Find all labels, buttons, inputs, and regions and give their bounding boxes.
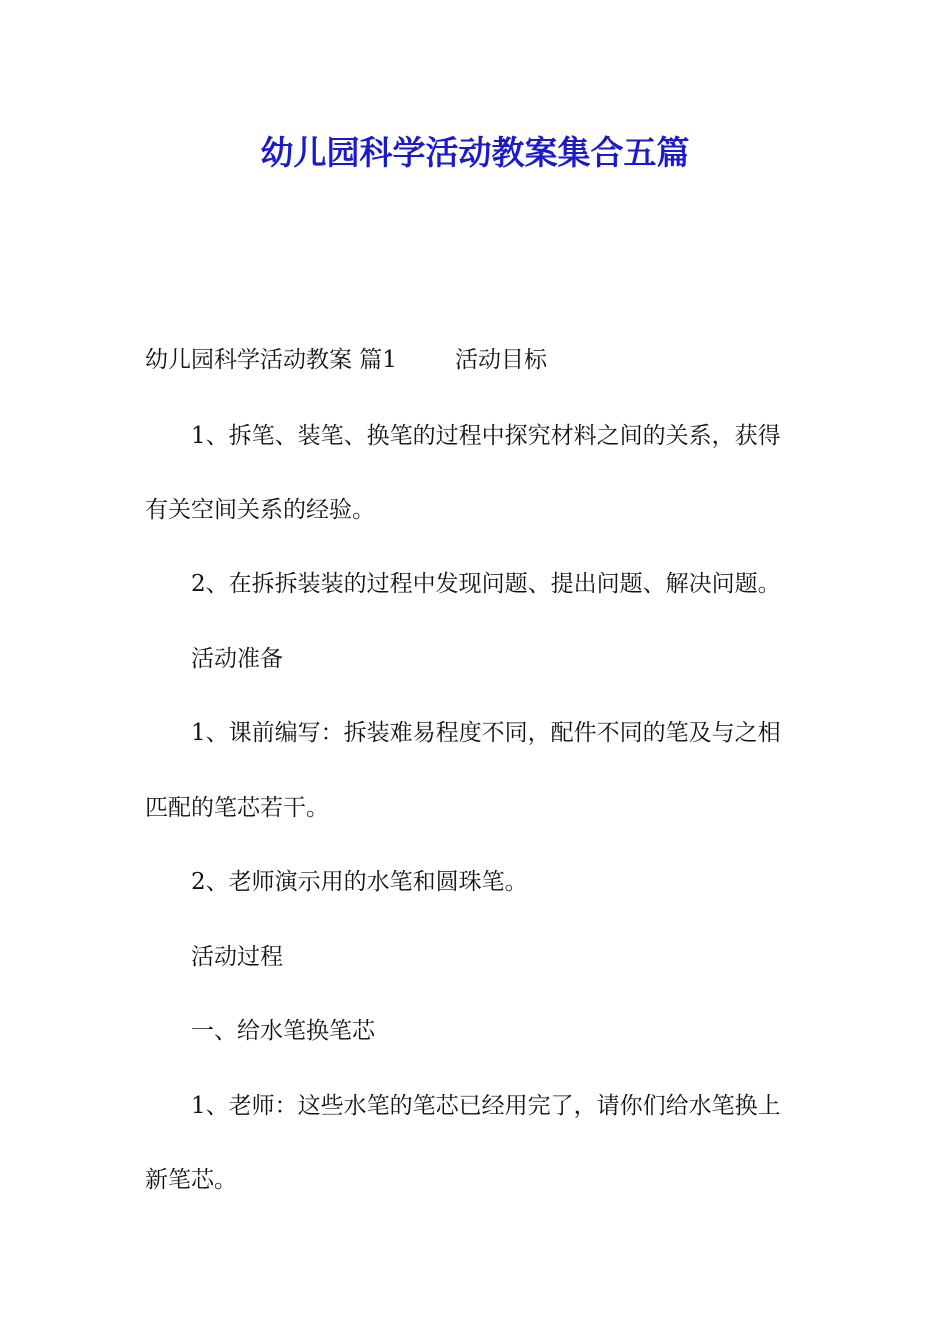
section-subheading: 活动目标 (454, 347, 547, 373)
paragraph-line: 匹配的笔芯若干。 (145, 795, 329, 821)
paragraph-line: 1、课前编写：拆装难易程度不同，配件不同的笔及与之相 (191, 720, 781, 746)
paragraph-line: 1、拆笔、装笔、换笔的过程中探究材料之间的关系，获得 (191, 423, 781, 449)
document-title: 幼儿园科学活动教案集合五篇 (260, 133, 690, 172)
step-heading: 一、给水笔换笔芯 (191, 1018, 375, 1044)
paragraph-line: 新笔芯。 (145, 1167, 237, 1193)
paragraph-line: 2、在拆拆装装的过程中发现问题、提出问题、解决问题。 (191, 571, 781, 597)
section-heading: 幼儿园科学活动教案 篇1 (145, 347, 397, 373)
subsection-heading: 活动准备 (191, 646, 283, 672)
paragraph-line: 有关空间关系的经验。 (145, 497, 375, 523)
paragraph-line: 2、老师演示用的水笔和圆珠笔。 (191, 869, 528, 895)
subsection-heading: 活动过程 (191, 944, 283, 970)
section-heading-line (145, 344, 547, 376)
paragraph-line: 1、老师：这些水笔的笔芯已经用完了，请你们给水笔换上 (191, 1093, 781, 1119)
